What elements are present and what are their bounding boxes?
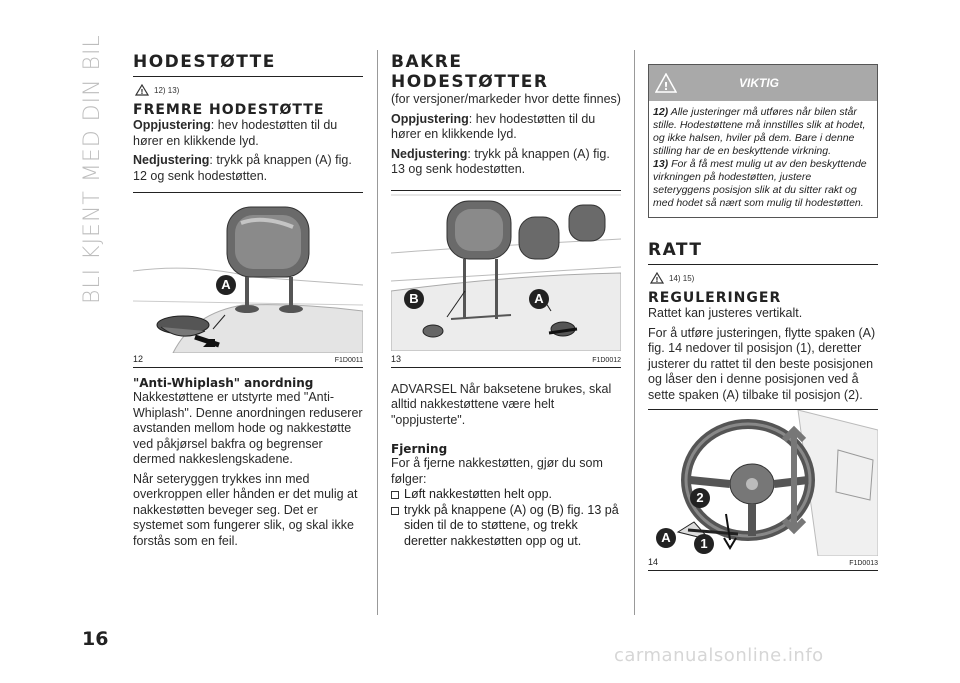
list-item	[391, 487, 621, 503]
paragraph: Rattet kan justeres vertikalt.	[648, 306, 803, 320]
notice-item	[653, 106, 871, 158]
svg-text:!: !	[655, 276, 659, 284]
warning-triangle-icon	[650, 272, 664, 284]
figure-13	[391, 190, 621, 368]
note-ref: 12)	[653, 106, 669, 118]
callout-a: A	[656, 528, 676, 548]
checkbox-bullet-icon	[391, 507, 399, 515]
figure-code: F1D0011	[334, 357, 363, 364]
list-item-text: Løft nakkestøtten helt opp.	[404, 487, 552, 501]
svg-text:!: !	[140, 88, 144, 96]
callout-a: A	[216, 275, 236, 295]
column-1	[133, 52, 363, 549]
term-text: : hev hodestøtten til du hører en klikkende lyd.	[133, 118, 338, 148]
checkbox-bullet-icon	[391, 491, 399, 499]
callout-1: 1	[694, 534, 714, 554]
heading-rule	[648, 264, 878, 265]
svg-text:!: !	[663, 80, 669, 93]
paragraph: Nakkestøttene er utstyrte med "Anti-Whiplash". Denne anordningen reduserer avstanden mellom hode og nakkestøtte ved påkjørsel bakfra og begrenser dermed nakkeslengskadene.	[133, 390, 363, 466]
column-2	[391, 52, 621, 549]
paragraph: Når seteryggen trykkes inn med overkroppen eller hånden er det mulig at nakkestøtten beveger seg. Det er systemet som fungerer slik, og skal ikke forstås som en feil.	[133, 471, 358, 548]
paragraph	[391, 112, 621, 143]
front-headrest-illustration	[133, 193, 363, 353]
figure-14	[648, 409, 878, 571]
list-item-text: trykk på knappene (A) og (B) fig. 13 på siden til de to støttene, og trekk deretter nakkestøtten opp og ut.	[404, 502, 619, 548]
term: Oppjustering	[391, 111, 469, 126]
notice-body	[649, 101, 877, 217]
figure-code: F1D0012	[592, 356, 621, 364]
term: Nedjustering	[391, 146, 468, 161]
important-notice-box	[648, 64, 878, 218]
figure-number: 14	[648, 557, 659, 567]
callout-a: A	[529, 289, 549, 309]
subsection-heading: REGULERINGER	[648, 290, 782, 306]
list-item	[391, 503, 621, 550]
figure-12	[133, 192, 363, 368]
term-text: : trykk på knappen (A) fig. 13 og senk hodestøtten.	[391, 146, 610, 176]
page-number: 16	[82, 628, 109, 650]
paragraph: (for versjoner/markeder hvor dette finnes)	[391, 92, 621, 106]
warning-refs: 12) 13)	[154, 85, 180, 95]
rear-headrest-illustration	[391, 191, 621, 351]
subsection-heading: "Anti-Whiplash" anordning	[133, 376, 314, 390]
note-text: For å få mest mulig ut av den beskyttende virkningen på hodestøtten, justere seteryggens posisjon slik at du sitter rakt og med hodet så nært som mulig til hodestøtten.	[653, 158, 867, 209]
steering-wheel-illustration	[648, 410, 878, 556]
term: Oppjustering	[133, 118, 211, 132]
warning-triangle-icon	[655, 73, 677, 93]
paragraph	[133, 153, 363, 184]
heading-rule	[133, 76, 363, 77]
side-chapter-title: BLI KJENT MED DIN BIL	[80, 34, 105, 304]
subsection-heading: FREMRE HODESTØTTE	[133, 102, 325, 118]
warning-refs: 14) 15)	[669, 273, 695, 283]
note-text: Alle justeringer må utføres når bilen står stille. Hodestøttene må innstilles slik at hodet, og ikke halsen, hviler på dem. Bare i denne stilling har de en beskyttende virkning.	[653, 106, 866, 157]
paragraph: ADVARSEL Når baksetene brukes, skal alltid nakkestøttene være helt "oppjusterte".	[391, 381, 612, 427]
term-text: : trykk på knappen (A) fig. 12 og senk hodestøtten.	[133, 153, 352, 183]
notice-header	[649, 65, 877, 101]
watermark: carmanualsonline.info	[614, 645, 824, 666]
paragraph	[133, 118, 363, 149]
notice-title: VIKTIG	[739, 76, 780, 90]
callout-2: 2	[690, 488, 710, 508]
column-3	[648, 58, 878, 571]
note-ref: 13)	[653, 158, 669, 170]
paragraph	[391, 147, 621, 178]
figure-number: 13	[391, 353, 402, 364]
notice-item	[653, 158, 871, 210]
callout-b: B	[404, 289, 424, 309]
warning-triangle-icon	[135, 84, 149, 96]
figure-number: 12	[133, 354, 144, 364]
subsection-heading: Fjerning	[391, 442, 448, 456]
term: Nedjustering	[133, 153, 210, 167]
warning-reference	[650, 272, 878, 284]
section-heading: HODESTØTTE	[133, 52, 276, 72]
section-heading: RATT	[648, 240, 703, 260]
column-divider	[634, 50, 635, 615]
warning-reference	[135, 84, 363, 96]
column-divider	[377, 50, 378, 615]
paragraph: For å utføre justeringen, flytte spaken (A) fig. 14 nedover til posisjon (1), deretter justerer du rattet til den beste posisjonen og låser den i denne posisjonen ved å sette spaken (A) tilbake til posisjon (2).	[648, 325, 876, 402]
section-heading: BAKRE HODESTØTTER	[391, 52, 549, 92]
figure-code: F1D0013	[849, 560, 878, 567]
term-text: : hev hodestøtten til du hører en klikkende lyd.	[391, 111, 596, 141]
paragraph: For å fjerne nakkestøtten, gjør du som følger:	[391, 456, 603, 486]
